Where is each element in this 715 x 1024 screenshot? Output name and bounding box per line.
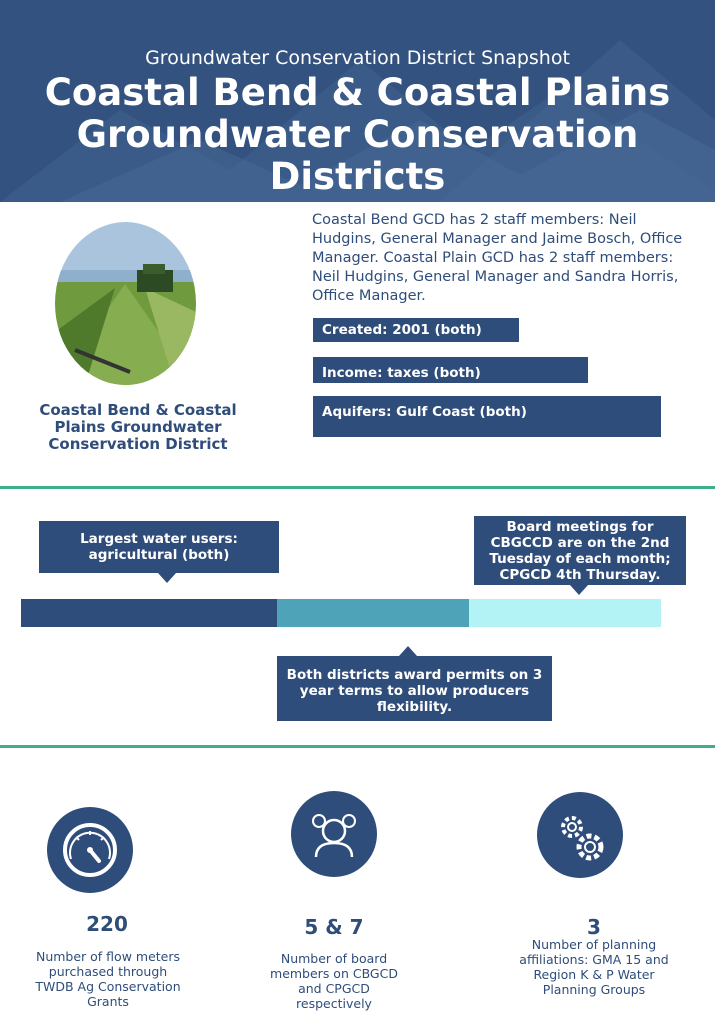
board-meetings-callout: Board meetings for CBGCCD are on the 2nd Tuesday of each month; CPGCD 4th Thursday.	[474, 516, 686, 585]
timeline-segment-2	[277, 599, 469, 627]
photo-caption: Coastal Bend & Coastal Plains Groundwater Conservation District	[39, 401, 237, 453]
stat-number-flow-meters: 220	[86, 912, 128, 936]
income-tag: Income: taxes (both)	[313, 357, 588, 383]
timeline-segment-1	[21, 599, 277, 627]
callout-pointer-right	[570, 585, 588, 595]
header-banner	[0, 0, 715, 202]
section-divider-1	[0, 486, 715, 489]
people-icon	[291, 791, 377, 877]
timeline-segment-3	[469, 599, 661, 627]
callout-pointer-left	[158, 573, 176, 583]
gears-icon	[537, 792, 623, 878]
callout-pointer-bottom	[399, 646, 417, 656]
aquifers-tag: Aquifers: Gulf Coast (both)	[313, 396, 661, 437]
created-tag: Created: 2001 (both)	[313, 318, 519, 342]
stat-text-planning: Number of planning affiliations: GMA 15 and Region K & P Water Planning Groups	[519, 937, 669, 997]
header-subtitle: Groundwater Conservation District Snapshot	[145, 47, 570, 69]
section-divider-2	[0, 745, 715, 748]
district-photo	[55, 222, 196, 385]
gauge-icon	[47, 807, 133, 893]
stat-text-board-members: Number of board members on CBGCD and CPGCD respectively	[270, 951, 398, 1011]
permits-callout: Both districts award permits on 3 year terms to allow producers flexibility.	[277, 656, 552, 721]
stat-number-planning: 3	[587, 915, 601, 939]
stat-text-flow-meters: Number of flow meters purchased through TWDB Ag Conservation Grants	[35, 949, 181, 1009]
staff-description: Coastal Bend GCD has 2 staff members: Neil Hudgins, General Manager and Jaime Bosch, Office Manager. Coastal Plain GCD has 2 staff members: Neil Hudgins, General Manager and Sandra Horris, Office Manager.	[312, 212, 683, 304]
harvester-field-image	[55, 222, 196, 385]
water-users-callout: Largest water users: agricultural (both)	[39, 521, 279, 573]
page-title: Coastal Bend & Coastal Plains Groundwater Conservation Districts	[44, 71, 671, 198]
stat-number-board-members: 5 & 7	[304, 915, 364, 939]
